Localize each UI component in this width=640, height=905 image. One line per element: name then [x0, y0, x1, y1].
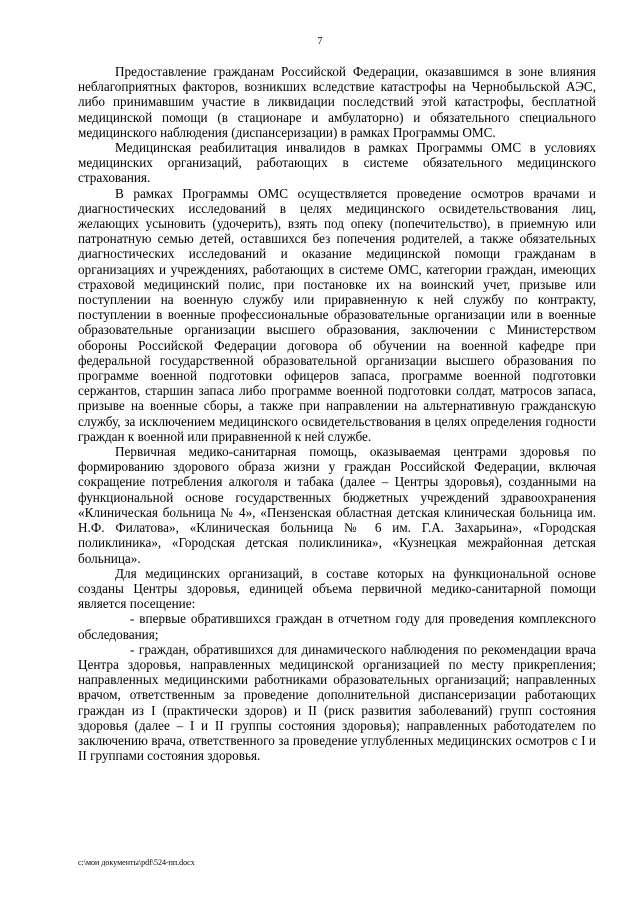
list-item-dynamic-observation: - граждан, обратившихся для динамического наблюдения по рекомендации врача Центра здоровья, направленных медицинской организацией по месту прикрепления; направленных медицинскими работниками образовательных организаций; направленных врачом, ответственным за проведение дополнительной диспансеризации работающих граждан из I (практически здоров) и II (риск развития заболеваний) групп состояния здоровья (далее – I и II группы состояния здоровья); направленных работодателем по заключению врача, ответственного за проведение углубленных медицинских осмотров с I и II группами состояния здоровья.	[78, 641, 596, 764]
paragraph-health-centers: Первичная медико-санитарная помощь, оказываемая центрами здоровья по формированию здорового образа жизни у граждан Российской Федерации, включая сокращение потребления алкоголя и табака (далее – Центры здоровья), созданными на функциональной основе государственных бюджетных учреждений здравоохранения «Клиническая больница № 4», «Пензенская областная детская клиническая больница им. Н.Ф. Филатова», «Клиническая больница № 6 им. Г.А. Захарьина», «Городская поликлиника», «Городская детская поликлиника», «Кузнецкая межрайонная детская больница».	[78, 444, 596, 566]
paragraph-chernobyl: Предоставление гражданам Российской Федерации, оказавшимся в зоне влияния неблагоприятных факторов, возникших вследствие катастрофы на Чернобыльской АЭС, либо принимавшим участие в ликвидации последствий этой катастрофы, бесплатной медицинской помощи (в стационаре и амбулаторно) и обязательного специального медицинского наблюдения (диспансеризации) в рамках Программы ОМС.	[78, 64, 596, 140]
document-body	[78, 64, 596, 763]
footer-file-path: c:\мои документы\pdf\524-пп.docx	[78, 858, 195, 867]
paragraph-visit-unit: Для медицинских организаций, в составе которых на функциональной основе созданы Центры здоровья, единицей объема первичной медико-санитарной помощи является посещение:	[78, 565, 596, 612]
paragraph-medical-examinations: В рамках Программы ОМС осуществляется проведение осмотров врачами и диагностических исследований в целях медицинского освидетельствования лиц, желающих усыновить (удочерить), взять под опеку (попечительство), в приемную или патронатную семью детей, оставшихся без попечения родителей, а также обязательных диагностических исследований и оказание медицинской помощи гражданам в организациях и учреждениях, работающих в системе ОМС, категории граждан, имеющих страховой медицинский полис, при постановке их на воинский учет, призыве или поступлении на военную службу или приравненную к ней службу по контракту, поступлении в военные профессиональные образовательные организации или в военные образовательные организации высшего образования, заключении с Министерством обороны Российской Федерации договора об обучении на военной кафедре при федеральной государственной образовательной организации высшего образования по программе военной подготовки офицеров запаса, программе военной подготовки сержантов, старшин запаса либо программе военной подготовки солдат, матросов запаса, призыве на военные сборы, а также при направлении на альтернативную гражданскую службу, за исключением медицинского освидетельствования в целях определения годности граждан к военной или приравненной к ней службе.	[78, 185, 596, 444]
page-number: 7	[317, 36, 323, 47]
paragraph-rehabilitation: Медицинская реабилитация инвалидов в рамках Программы ОМС в условиях медицинских организаций, работающих в системе обязательного медицинского страхования.	[78, 140, 596, 186]
list-item-first-visit: - впервые обратившихся граждан в отчетном году для проведения комплексного обследования;	[78, 611, 596, 642]
